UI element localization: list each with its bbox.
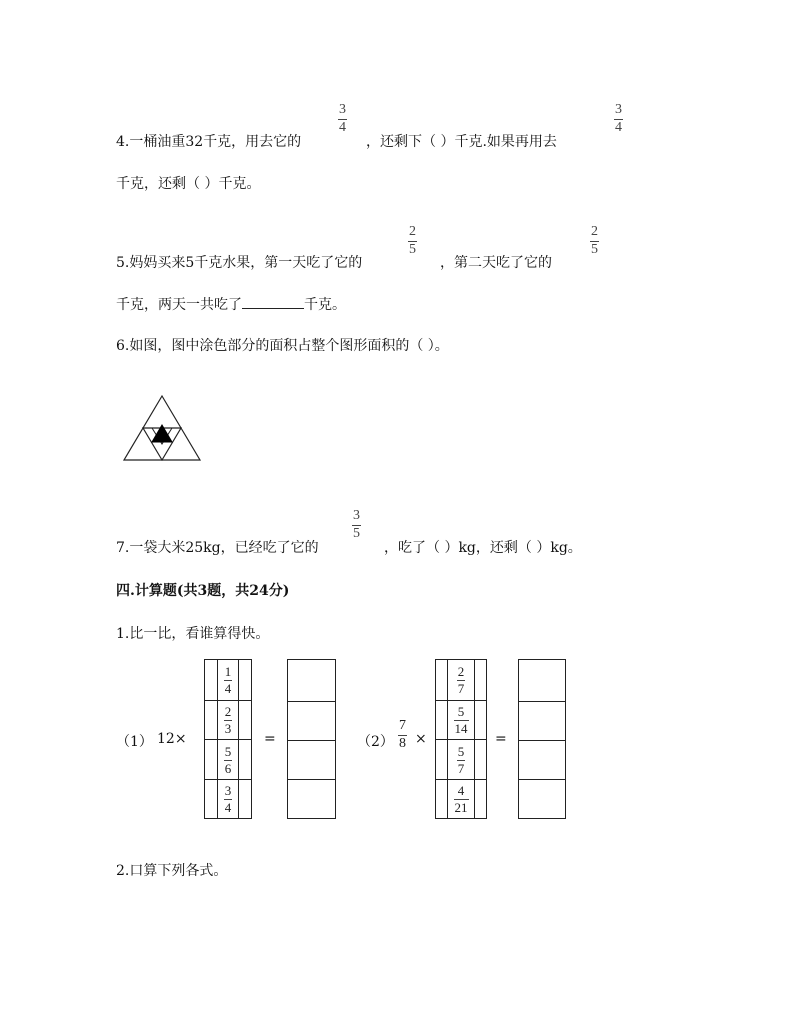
fraction-numerator: 2 (591, 224, 598, 239)
q4-line2-text: 千克，还剩（ ）千克。 (116, 176, 261, 192)
answer-blank[interactable] (242, 294, 304, 309)
fraction-cell: $\frac{2}{7}$ (457, 664, 465, 696)
q5-line1-text-b: ，第二天吃了它的 (440, 255, 552, 271)
fraction-numerator: 3 (353, 508, 360, 523)
answer-box[interactable] (288, 779, 335, 818)
fraction-cell: $\frac{5}{14}$ (436, 700, 486, 739)
q7-fraction (352, 509, 361, 541)
part2-equals: = (495, 731, 507, 747)
triangle-figure (120, 394, 204, 462)
answer-box[interactable] (519, 701, 565, 740)
part1-label: （1） (116, 734, 153, 750)
fraction-cell: $\frac{2}{3}$ (205, 700, 251, 739)
fraction-cell: $\frac{5}{7}$ (436, 739, 486, 779)
q5-fraction-2 (590, 225, 599, 257)
part2-fraction-column (435, 659, 487, 819)
part2-multiplier-fraction: 7 8 (399, 718, 406, 751)
q7-text-a: 7.一袋大米25kg，已经吃了它的 (116, 540, 319, 556)
part1-fraction-column (204, 659, 252, 819)
part2-times: × (415, 731, 427, 747)
fraction-cell: $\frac{4}{21}$ (436, 779, 486, 818)
fraction-cell: $\frac{3}{4}$ (205, 779, 251, 818)
q4-fraction-1 (338, 103, 347, 135)
fraction-numerator: 3 (339, 102, 346, 117)
q6-text: 6.如图，图中涂色部分的面积占整个图形面积的（ ）。 (116, 338, 449, 354)
fraction-denominator: 5 (409, 242, 416, 257)
fraction-denominator: 5 (353, 526, 360, 541)
q5-line2-text-b: 千克。 (304, 297, 346, 313)
part1-equals: = (264, 731, 276, 747)
fraction-cell: $\frac{1}{4}$ (224, 664, 232, 696)
calc1-title: 1.比一比，看谁算得快。 (116, 626, 270, 642)
part2-answer-column (518, 659, 566, 819)
answer-box[interactable] (519, 740, 565, 779)
q5-line1-text-a: 5.妈妈买来5千克水果，第一天吃了它的 (116, 255, 363, 271)
fraction-denominator: 4 (339, 120, 346, 135)
q5-line2-text-a: 千克，两天一共吃了 (116, 297, 242, 313)
q5-line2 (116, 294, 346, 314)
part1-answer-column (287, 659, 336, 819)
q4-fraction-2 (614, 103, 623, 135)
fraction-denominator: 5 (591, 242, 598, 257)
calc2-title: 2.口算下列各式。 (116, 863, 228, 879)
fraction-denominator: 4 (615, 120, 622, 135)
answer-box[interactable] (288, 660, 335, 701)
fraction-cell: $\frac{5}{6}$ (205, 739, 251, 779)
fraction-numerator: 2 (409, 224, 416, 239)
answer-box[interactable] (288, 740, 335, 779)
answer-box[interactable] (519, 660, 565, 701)
answer-box[interactable] (288, 701, 335, 740)
part1-multiplier: 12× (157, 731, 187, 747)
fraction-numerator: 3 (615, 102, 622, 117)
section-heading: 四.计算题(共3题，共24分) (116, 583, 290, 599)
q4-line1-text-b: ，还剩下（ ）千克.如果再用去 (366, 134, 557, 150)
answer-box[interactable] (519, 779, 565, 818)
q7-text-b: ，吃了（ ）kg，还剩（ ）kg。 (384, 540, 582, 556)
part2-label: （2） (357, 734, 394, 750)
q4-line1-text-a: 4.一桶油重32千克，用去它的 (116, 134, 302, 150)
q5-fraction-1 (408, 225, 417, 257)
